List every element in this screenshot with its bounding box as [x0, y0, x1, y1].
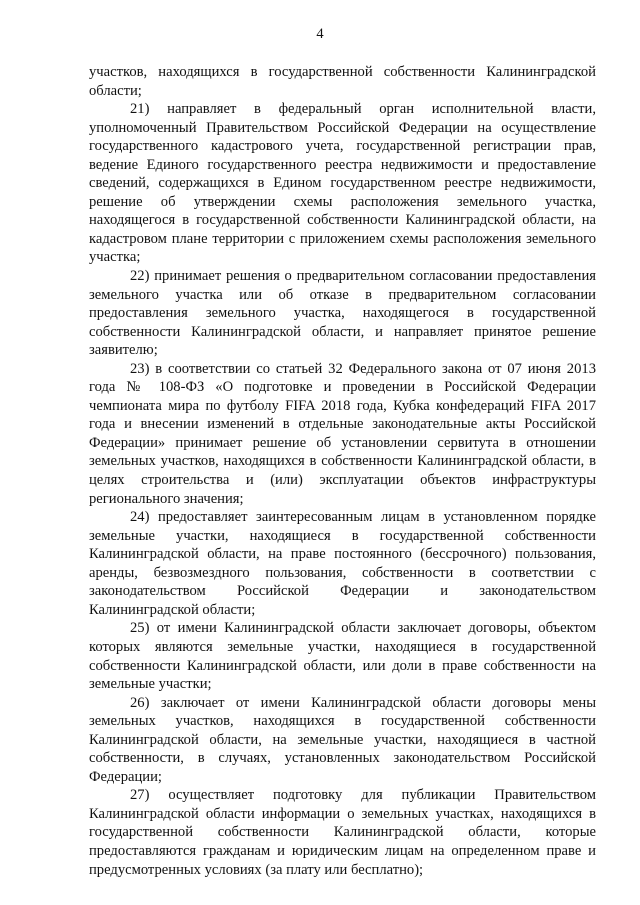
document-body	[89, 63, 596, 879]
paragraph-item-27: 27) осуществляет подготовку для публикации Правительством Калининградской области информации о земельных участках, находящихся в государственной собственности Калининградской области, которые предоставляются гражданам и юридическим лицам на определенном праве и предусмотренных условиях (за плату или бесплатно);	[89, 787, 596, 878]
paragraph-continuation: участков, находящихся в государственной собственности Калининградской области;	[89, 64, 596, 99]
page-number: 4	[316, 26, 324, 42]
paragraph-item-25: 25) от имени Калининградской области заключает договоры, объектом которых являются земельные участки, находящиеся в государственной собственности Калининградской области, или доли в праве собственности на земельные участки;	[89, 620, 596, 693]
paragraph-item-22: 22) принимает решения о предварительном согласовании предоставления земельного участка или об отказе в предварительном согласовании предоставления земельного участка, находящегося в государственной собственности Калининградской области, и направляет принятое решение заявителю;	[89, 268, 596, 359]
paragraph-item-26: 26) заключает от имени Калининградской области договоры мены земельных участков, находящихся в государственной собственности Калининградской области, на земельные участки, находящиеся в частной собственности, в случаях, установленных законодательством Российской Федерации;	[89, 694, 596, 785]
paragraph-item-21: 21) направляет в федеральный орган исполнительной власти, уполномоченный Правительством Российской Федерации на осуществление государственного кадастрового учета, государственной регистрации прав, ведение Единого государственного реестра недвижимости и предоставление сведений, содержащихся в Едином государственном реестре недвижимости, решение об утверждении схемы расположения земельного участка, находящегося в государственной собственности Калининградской области, на кадастровом плане территории с приложением схемы расположения земельного участка;	[89, 101, 596, 266]
paragraph-item-23: 23) в соответствии со статьей 32 Федерального закона от 07 июня 2013 года № 108-ФЗ «О подготовке и проведении в Российской Федерации чемпионата мира по футболу FIFA 2018 года, Кубка конфедераций FIFA 2017 года и внесении изменений в отдельные законодательные акты Российской Федерации» принимает решение об установлении сервитута в отношении земельных участков, находящихся в собственности Калининградской области, в целях строительства и (или) эксплуатации объектов инфраструктуры регионального значения;	[89, 360, 596, 507]
paragraph-item-24: 24) предоставляет заинтересованным лицам в установленном порядке земельные участки, находящиеся в государственной собственности Калининградской области, на праве постоянного (бессрочного) пользования, аренды, безвозмездного пользования, собственности в соответствии с законодательством Российской Федерации и законодательством Калининградской области;	[89, 509, 596, 618]
